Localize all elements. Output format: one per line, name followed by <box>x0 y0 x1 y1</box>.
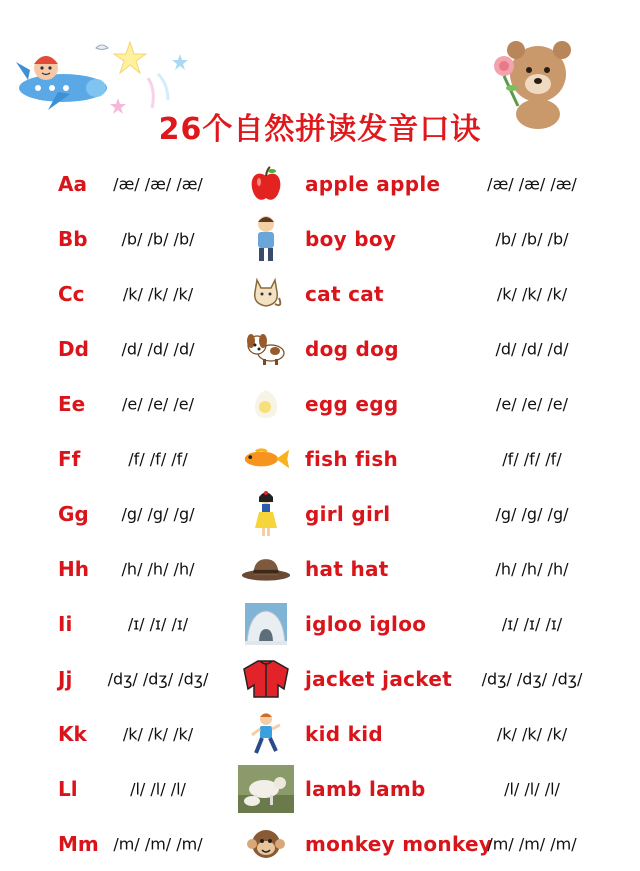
letter-label: Ii <box>58 611 73 636</box>
phonics-right: /b/ /b/ /b/ <box>495 229 569 248</box>
list-item <box>0 761 640 816</box>
example-word: dog dog <box>305 336 399 361</box>
phonics-right: /k/ /k/ /k/ <box>496 724 568 743</box>
list-item <box>0 816 640 871</box>
phonics-right: /e/ /e/ /e/ <box>495 394 569 413</box>
example-word: igloo igloo <box>305 611 427 636</box>
phonics-right: /k/ /k/ /k/ <box>496 284 568 303</box>
letter-label: Jj <box>58 666 73 691</box>
letter-label: Ff <box>58 446 81 471</box>
monkey-icon <box>241 819 291 869</box>
letter-label: Cc <box>58 281 85 306</box>
jacket-icon <box>241 654 291 704</box>
list-item <box>0 266 640 321</box>
list-item <box>0 541 640 596</box>
letter-label: Aa <box>58 171 87 196</box>
example-word: apple apple <box>305 171 441 196</box>
example-word: girl girl <box>305 501 391 526</box>
phonics-left: /g/ /g/ /g/ <box>121 504 195 523</box>
letter-label: Ee <box>58 391 86 416</box>
list-item <box>0 651 640 706</box>
phonics-right: /f/ /f/ /f/ <box>502 449 562 468</box>
list-item <box>0 156 640 211</box>
list-item <box>0 706 640 761</box>
example-word: egg egg <box>305 391 399 416</box>
girl-icon <box>241 489 291 539</box>
phonics-left: /k/ /k/ /k/ <box>122 724 194 743</box>
example-word: kid kid <box>305 721 384 746</box>
hat-icon <box>241 544 291 594</box>
phonics-left: /dʒ/ /dʒ/ /dʒ/ <box>107 669 209 688</box>
letter-label: Gg <box>58 501 89 526</box>
example-word: lamb lamb <box>305 776 426 801</box>
phonics-left: /æ/ /æ/ /æ/ <box>113 174 203 193</box>
phonics-right: /ɪ/ /ɪ/ /ɪ/ <box>501 614 563 633</box>
phonics-left: /b/ /b/ /b/ <box>121 229 195 248</box>
phonics-left: /e/ /e/ /e/ <box>121 394 195 413</box>
phonics-right: /h/ /h/ /h/ <box>495 559 569 578</box>
kid-icon <box>241 709 291 759</box>
phonics-right: /l/ /l/ /l/ <box>504 779 560 798</box>
phonics-left: /d/ /d/ /d/ <box>121 339 195 358</box>
phonics-left: /h/ /h/ /h/ <box>121 559 195 578</box>
lamb-icon <box>238 764 294 814</box>
dog-icon <box>241 324 291 374</box>
apple-icon <box>241 159 291 209</box>
phonics-left: /f/ /f/ /f/ <box>128 449 188 468</box>
list-item <box>0 376 640 431</box>
list-item <box>0 321 640 376</box>
phonics-right: /m/ /m/ /m/ <box>487 834 577 853</box>
phonics-right: /d/ /d/ /d/ <box>495 339 569 358</box>
list-item <box>0 211 640 266</box>
letter-label: Bb <box>58 226 88 251</box>
phonics-right: /g/ /g/ /g/ <box>495 504 569 523</box>
phonics-right: /æ/ /æ/ /æ/ <box>487 174 577 193</box>
letter-label: Dd <box>58 336 89 361</box>
example-word: fish fish <box>305 446 399 471</box>
phonics-left: /k/ /k/ /k/ <box>122 284 194 303</box>
list-item <box>0 431 640 486</box>
example-word: boy boy <box>305 226 397 251</box>
igloo-icon <box>241 599 291 649</box>
list-item <box>0 486 640 541</box>
example-word: jacket jacket <box>305 666 453 691</box>
boy-icon <box>241 214 291 264</box>
letter-label: Hh <box>58 556 89 581</box>
phonics-left: /m/ /m/ /m/ <box>113 834 203 853</box>
letter-label: Kk <box>58 721 87 746</box>
letter-label: Mm <box>58 831 99 856</box>
example-word: cat cat <box>305 281 384 306</box>
phonics-left: /ɪ/ /ɪ/ /ɪ/ <box>127 614 189 633</box>
egg-icon <box>241 379 291 429</box>
letter-label: Ll <box>58 776 78 801</box>
example-word: hat hat <box>305 556 389 581</box>
phonics-right: /dʒ/ /dʒ/ /dʒ/ <box>481 669 583 688</box>
phonics-left: /l/ /l/ /l/ <box>130 779 186 798</box>
fish-icon <box>241 434 291 484</box>
cat-icon <box>241 269 291 319</box>
example-word: monkey monkey <box>305 831 493 856</box>
page-title: 26个自然拼读发音口诀 <box>158 112 482 147</box>
list-item <box>0 596 640 651</box>
